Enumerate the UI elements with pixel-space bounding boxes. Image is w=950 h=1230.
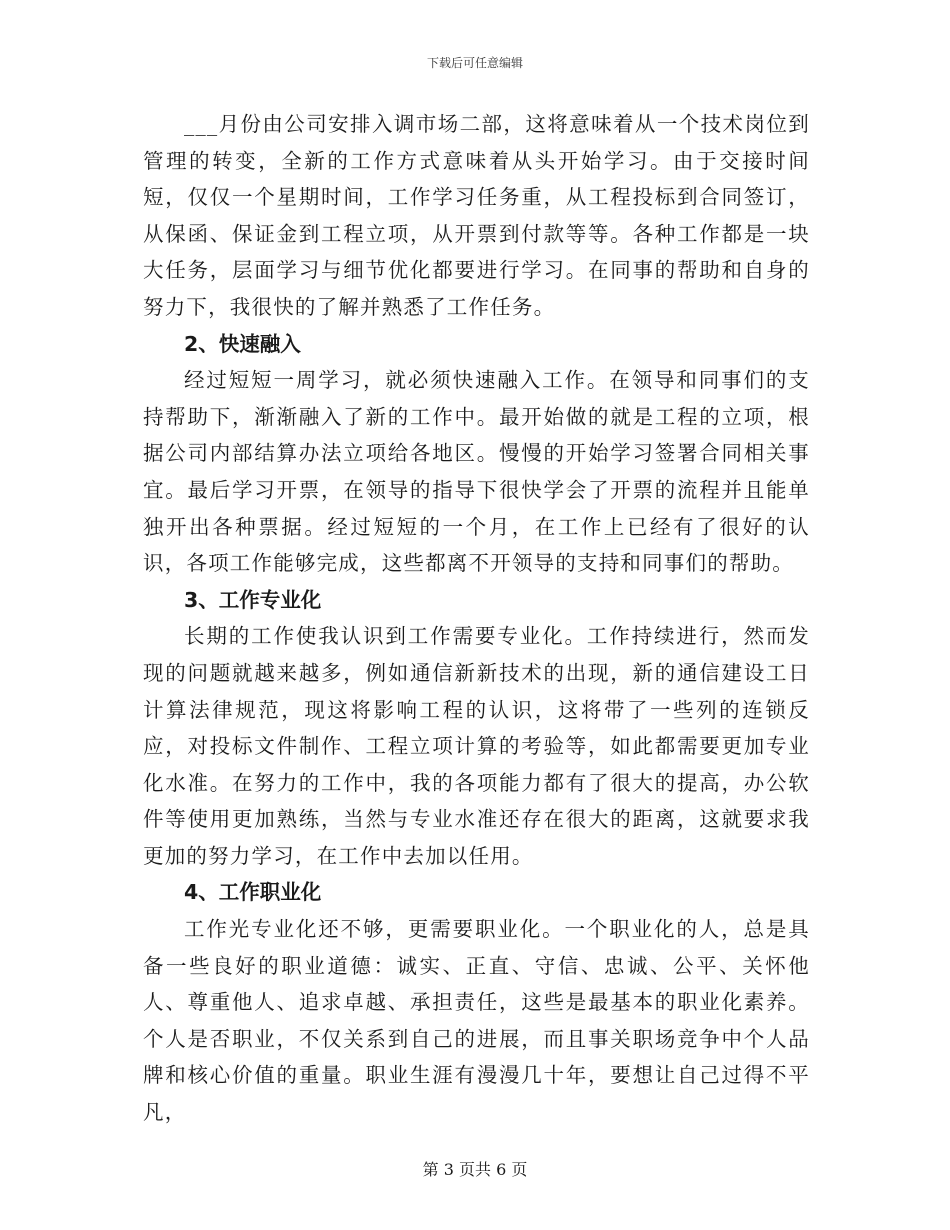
section-heading-career-orientation: 4、工作职业化 (184, 880, 322, 905)
section-heading-quick-integration: 2、快速融入 (184, 331, 301, 356)
section-heading-professionalization: 3、工作专业化 (184, 587, 322, 612)
paragraph-career-orientation: 工作光专业化还不够，更需要职业化。一个职业化的人，总是具备一些良好的职业道德：诚实、正直、守信、忠诚、公平、关怀他人、尊重他人、追求卓越、承担责任，这些是最基本的职业化素养。个人是否职业，不仅关系到自己的进展，而且事关职场竞争中个人品牌和核心价值的重量。职业生涯有漫漫几十年，要想让自己过得不平凡， (143, 917, 810, 1125)
paragraph-professionalization: 长期的工作使我认识到工作需要专业化。工作持续进行，然而发现的问题就越来越多，例如通信新新技术的出现，新的通信建设工日计算法律规范，现这将影响工程的认识，这将带了一些列的连锁反应，对投标文件制作、工程立项计算的考验等，如此都需要更加专业化水准。在努力的工作中，我的各项能力都有了很大的提高，办公软件等使用更加熟练，当然与专业水准还存在很大的距离，这就要求我更加的努力学习，在工作中去加以任用。 (143, 624, 810, 868)
page-number-footer: 第 3 页共 6 页 (422, 1160, 528, 1179)
paragraph-transfer: ___月份由公司安排入调市场二部，这将意味着从一个技术岗位到管理的转变，全新的工作方式意味着从头开始学习。由于交接时间短，仅仅一个星期时间，工作学习任务重，从工程投标到合同签订，从保函、保证金到工程立项，从开票到付款等等。各种工作都是一块大任务，层面学习与细节优化都要进行学习。在同事的帮助和自身的努力下，我很快的了解并熟悉了工作任务。 (143, 112, 810, 319)
paragraph-quick-integration: 经过短短一周学习，就必须快速融入工作。在领导和同事们的支持帮助下，渐渐融入了新的工作中。最开始做的就是工程的立项，根据公司内部结算办法立项给各地区。慢慢的开始学习签署合同相关事宜。最后学习开票，在领导的指导下很快学会了开票的流程并且能单独开出各种票据。经过短短的一个月，在工作上已经有了很好的认识，各项工作能够完成，这些都离不开领导的支持和同事们的帮助。 (143, 368, 810, 576)
document-body (143, 106, 810, 1131)
page-header: 下载后可任意编辑 (426, 56, 523, 70)
